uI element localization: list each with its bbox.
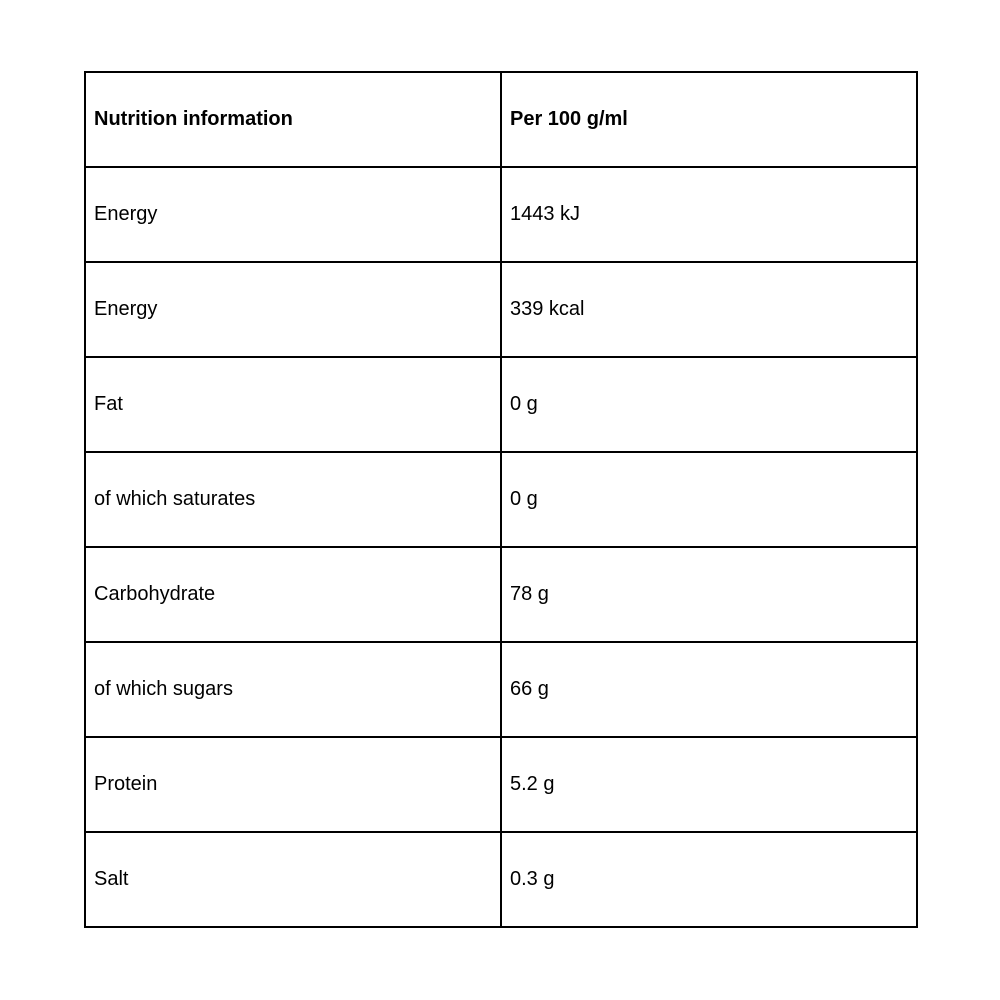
table-row — [85, 547, 917, 642]
table-body — [85, 167, 917, 927]
header-value-cell: Per 100 g/ml — [501, 72, 917, 167]
nutrient-cell: Energy — [85, 167, 501, 262]
value-cell: 1443 kJ — [501, 167, 917, 262]
table-row — [85, 167, 917, 262]
value-cell: 5.2 g — [501, 737, 917, 832]
value-cell: 0.3 g — [501, 832, 917, 927]
value-cell: 0 g — [501, 357, 917, 452]
nutrient-cell: Salt — [85, 832, 501, 927]
value-cell: 78 g — [501, 547, 917, 642]
header-row — [85, 72, 917, 167]
nutrient-cell: Fat — [85, 357, 501, 452]
nutrient-cell: Carbohydrate — [85, 547, 501, 642]
nutrient-cell: Protein — [85, 737, 501, 832]
table-row — [85, 737, 917, 832]
table-row — [85, 832, 917, 927]
value-cell: 339 kcal — [501, 262, 917, 357]
table-row — [85, 642, 917, 737]
table-row — [85, 452, 917, 547]
value-cell: 66 g — [501, 642, 917, 737]
header-nutrient-cell: Nutrition information — [85, 72, 501, 167]
table-row — [85, 262, 917, 357]
nutrition-table — [84, 71, 918, 928]
table-header — [85, 72, 917, 167]
nutrient-cell: of which sugars — [85, 642, 501, 737]
value-cell: 0 g — [501, 452, 917, 547]
nutrient-cell: of which saturates — [85, 452, 501, 547]
table-row — [85, 357, 917, 452]
nutrient-cell: Energy — [85, 262, 501, 357]
